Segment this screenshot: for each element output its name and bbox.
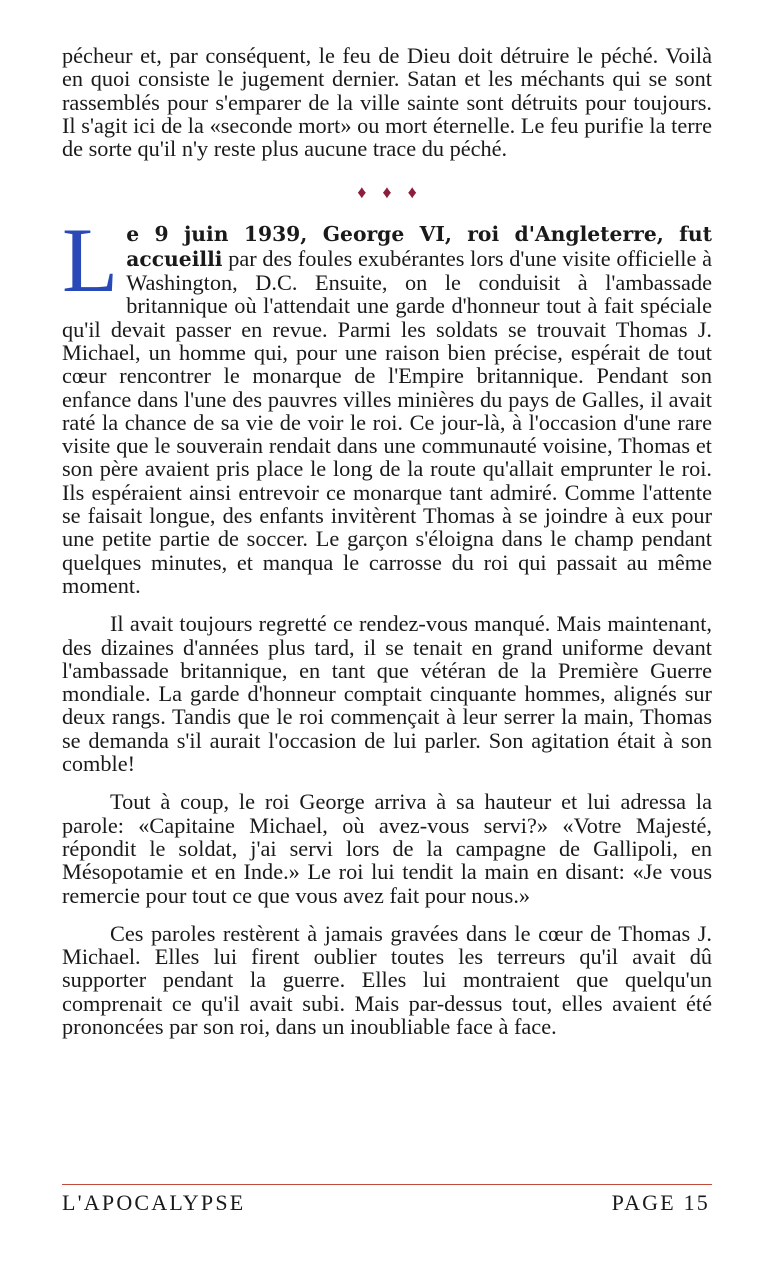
page-number: PAGE 15 bbox=[611, 1190, 710, 1215]
running-title: L'APOCALYPSE bbox=[62, 1190, 246, 1215]
story-paragraph-2: Il avait toujours regretté ce rendez-vous manqué. Mais maintenant, des dizaines d'années plus tard, il se tenait en grand uniforme devant l'ambassade britannique, en tant que vétéran de la Première Guerre mondiale. La garde d'honneur comptait cinquante hommes, alignés sur deux rangs. Tandis que le roi commençait à leur serrer la main, Thomas se demanda s'il aurait l'occasion de lui parler. Son agitation était à son comble! bbox=[62, 611, 712, 777]
page-content bbox=[62, 44, 712, 1038]
footer-divider bbox=[62, 1184, 712, 1185]
story-paragraph-1 bbox=[62, 209, 712, 598]
paragraph-1-body: par des foules exubérantes lors d'une visite officielle à Washington, D.C. Ensuite, on le conduisit à l'ambassade britannique où l'attendait une garde d'honneur tout à fait spéciale qu'il devait passer en revue. Parmi les soldats se trouvait Thomas J. Michael, un homme qui, pour une raison bien précise, espérait de tout cœur rencontrer le monarque de l'Empire britannique. Pendant son enfance dans l'une des pauvres villes minières du pays de Galles, il avait raté la chance de sa vie de voir le roi. Ce jour-là, à l'occasion d'une rare visite que le souverain rendait dans une communauté voisine, Thomas et son père avaient pris place le long de la route qu'allait emprunter le roi. Ils espéraient ainsi entrevoir ce monarque tant admiré. Comme l'attente se faisait longue, des enfants invitèrent Thomas à se joindre à eux pour une petite partie de soccer. Le garçon s'éloigna dans le champ pendant quelques minutes, et manqua le carrosse du roi qui passait au même moment. bbox=[62, 245, 712, 598]
story-paragraph-3: Tout à coup, le roi George arriva à sa hauteur et lui adressa la parole: «Capitaine Michael, où avez-vous servi?» «Votre Majesté, répondit le soldat, j'ai servi lors de la campagne de Gallipoli, en Mésopotamie et en Inde.» Le roi lui tendit la main en disant: «Je vous remercie pour tout ce que vous avez fait pour nous.» bbox=[62, 789, 712, 908]
story-paragraph-4: Ces paroles restèrent à jamais gravées dans le cœur de Thomas J. Michael. Elles lui firent oublier toutes les terreurs qu'il avait dû supporter pendant la guerre. Elles lui montraient que quelqu'un comprenait ce qu'il avait subi. Mais par-dessus tout, elles avaient été prononcées par son roi, dans un inoubliable face à face. bbox=[62, 920, 712, 1039]
drop-cap: L bbox=[62, 209, 119, 312]
top-paragraph: pécheur et, par conséquent, le feu de Dieu doit détruire le péché. Voilà en quoi consiste le jugement dernier. Satan et les méchants qui se sont rassemblés pour s'emparer de la ville sainte sont détruits pour toujours. Il s'agit ici de la «seconde mort» ou mort éternelle. Le feu purifie la terre de sorte qu'il n'y reste plus aucune trace du péché. bbox=[62, 43, 712, 162]
section-ornament: ♦♦♦ bbox=[357, 182, 433, 203]
lead-sentence: e 9 juin 1939, George VI, roi d'Angleterre, fut accueilli bbox=[126, 222, 712, 271]
